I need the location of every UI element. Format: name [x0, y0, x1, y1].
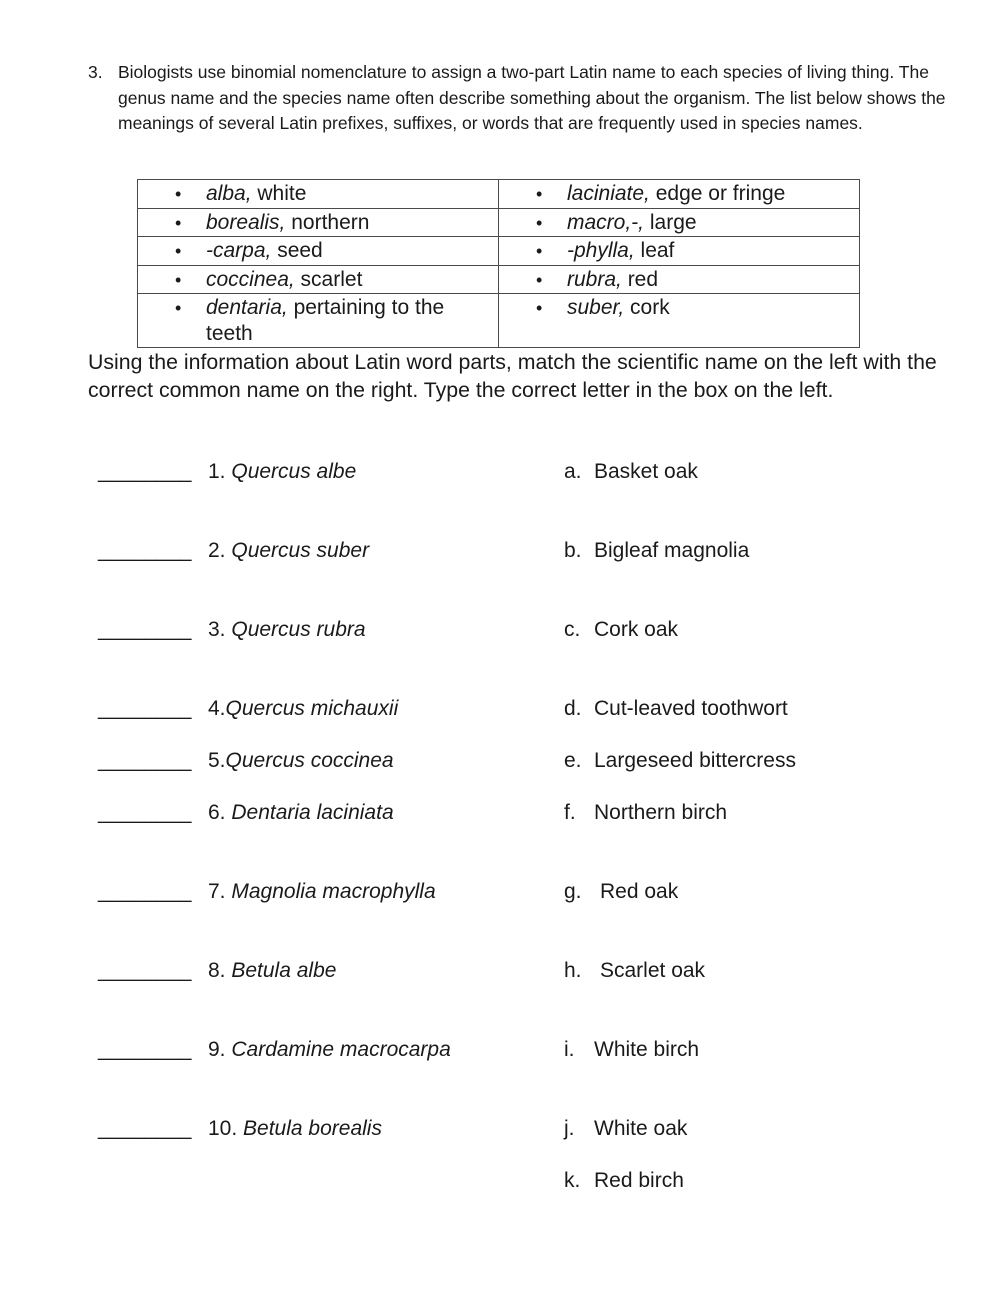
scientific-name: 10. Betula borealis: [208, 1117, 382, 1140]
table-cell: [499, 180, 860, 209]
term-meaning: leaf: [634, 239, 675, 263]
match-row: [0, 697, 1000, 727]
term-meaning: edge or fringe: [649, 182, 786, 205]
bullet-icon: •: [175, 212, 182, 233]
term-meaning: large: [644, 210, 697, 234]
option-letter: i.: [564, 1038, 575, 1061]
scientific-name: 7. Magnolia macrophylla: [208, 880, 436, 903]
bullet-icon: •: [175, 269, 182, 290]
match-row: [0, 1117, 1000, 1147]
match-row: [0, 1038, 1000, 1068]
term-meaning: white: [251, 182, 307, 205]
match-row: [0, 959, 1000, 989]
common-name: Largeseed bittercress: [594, 749, 796, 772]
bullet-icon: •: [175, 184, 182, 204]
answer-blank[interactable]: ________: [98, 959, 192, 982]
common-name: Basket oak: [594, 460, 698, 483]
common-name: White birch: [594, 1038, 700, 1061]
term-meaning: scarlet: [294, 267, 363, 291]
common-name: Red oak: [600, 880, 679, 903]
table-cell: [499, 265, 860, 294]
matching-instructions: Using the information about Latin word parts, match the scientific name on the left with the correct common name on the right. Type the correct letter in the box on the left.: [88, 350, 937, 402]
answer-blank[interactable]: ________: [98, 539, 192, 562]
answer-blank[interactable]: ________: [98, 1038, 192, 1061]
scientific-name: 8. Betula albe: [208, 959, 337, 982]
term-meaning: pertaining to the teeth: [206, 296, 445, 346]
latin-term: coccinea,: [206, 267, 295, 291]
table-cell: [499, 237, 860, 266]
term-meaning: northern: [285, 210, 370, 234]
bullet-icon: •: [175, 241, 182, 262]
bullet-icon: •: [175, 298, 182, 319]
option-letter: g.: [564, 880, 582, 903]
bullet-icon: •: [536, 212, 543, 233]
option-letter: j.: [564, 1117, 575, 1140]
bullet-icon: •: [536, 269, 543, 290]
term-meaning: cork: [624, 296, 670, 320]
option-letter: k.: [564, 1169, 581, 1192]
common-name: Northern birch: [594, 801, 728, 824]
latin-term: suber,: [567, 296, 625, 320]
table-row: [138, 265, 860, 294]
scientific-name: 2. Quercus suber: [208, 539, 370, 562]
answer-blank[interactable]: ________: [98, 460, 192, 483]
table-cell: [138, 294, 499, 348]
table-cell: [138, 265, 499, 294]
table-row: [138, 180, 860, 209]
table-row: [138, 208, 860, 237]
table-row: [138, 237, 860, 266]
common-name: Scarlet oak: [600, 959, 706, 982]
table-cell: [138, 208, 499, 237]
table-cell: [138, 237, 499, 266]
term-meaning: seed: [271, 239, 323, 263]
common-name: Cork oak: [594, 618, 679, 641]
match-row: [0, 1169, 1000, 1199]
scientific-name: 4.Quercus michauxii: [208, 697, 399, 720]
bullet-icon: •: [536, 298, 543, 319]
option-letter: f.: [564, 801, 576, 824]
latin-term: -carpa,: [206, 239, 272, 263]
latin-term: borealis,: [206, 210, 286, 234]
table-cell: [499, 208, 860, 237]
bullet-icon: •: [536, 184, 543, 204]
match-row: [0, 460, 1000, 490]
option-letter: a.: [564, 460, 582, 483]
table-cell: [138, 180, 499, 209]
option-letter: e.: [564, 749, 582, 772]
latin-term: -phylla,: [567, 239, 635, 263]
match-row: [0, 618, 1000, 648]
question-text: Biologists use binomial nomenclature to assign a two-part Latin name to each species of living thing. The genus name and the species name often describe something about the organism. The list below shows the meanings of several Latin prefixes, suffixes, or words that are frequently used in species names.: [118, 62, 946, 134]
question-number: 3.: [88, 62, 103, 82]
table-cell: [499, 294, 860, 348]
match-row: [0, 801, 1000, 831]
scientific-name: 9. Cardamine macrocarpa: [208, 1038, 451, 1061]
option-letter: h.: [564, 959, 582, 982]
latin-term: rubra,: [567, 267, 622, 291]
common-name: Red birch: [594, 1169, 684, 1192]
common-name: White oak: [594, 1117, 688, 1140]
match-row: [0, 539, 1000, 569]
option-letter: d.: [564, 697, 582, 720]
scientific-name: 1. Quercus albe: [208, 460, 357, 483]
question-intro: [88, 60, 948, 137]
latin-term: alba,: [206, 182, 252, 205]
table-row: [138, 294, 860, 348]
scientific-name: 6. Dentaria laciniata: [208, 801, 394, 824]
answer-blank[interactable]: ________: [98, 880, 192, 903]
term-meaning: red: [621, 267, 659, 291]
common-name: Bigleaf magnolia: [594, 539, 750, 562]
latin-term: laciniate,: [567, 182, 650, 205]
option-letter: b.: [564, 539, 582, 562]
scientific-name: 5.Quercus coccinea: [208, 749, 394, 772]
latin-term: macro,-,: [567, 210, 645, 234]
common-name: Cut-leaved toothwort: [594, 697, 788, 720]
bullet-icon: •: [536, 241, 543, 262]
answer-blank[interactable]: ________: [98, 801, 192, 824]
answer-blank[interactable]: ________: [98, 618, 192, 641]
answer-blank[interactable]: ________: [98, 697, 192, 720]
scientific-name: 3. Quercus rubra: [208, 618, 366, 641]
match-row: [0, 880, 1000, 910]
latin-term: dentaria,: [206, 296, 288, 320]
option-letter: c.: [564, 618, 581, 641]
match-row: [0, 749, 1000, 779]
answer-blank[interactable]: ________: [98, 1117, 192, 1140]
answer-blank[interactable]: ________: [98, 749, 192, 772]
latin-terms-table: [137, 179, 860, 348]
